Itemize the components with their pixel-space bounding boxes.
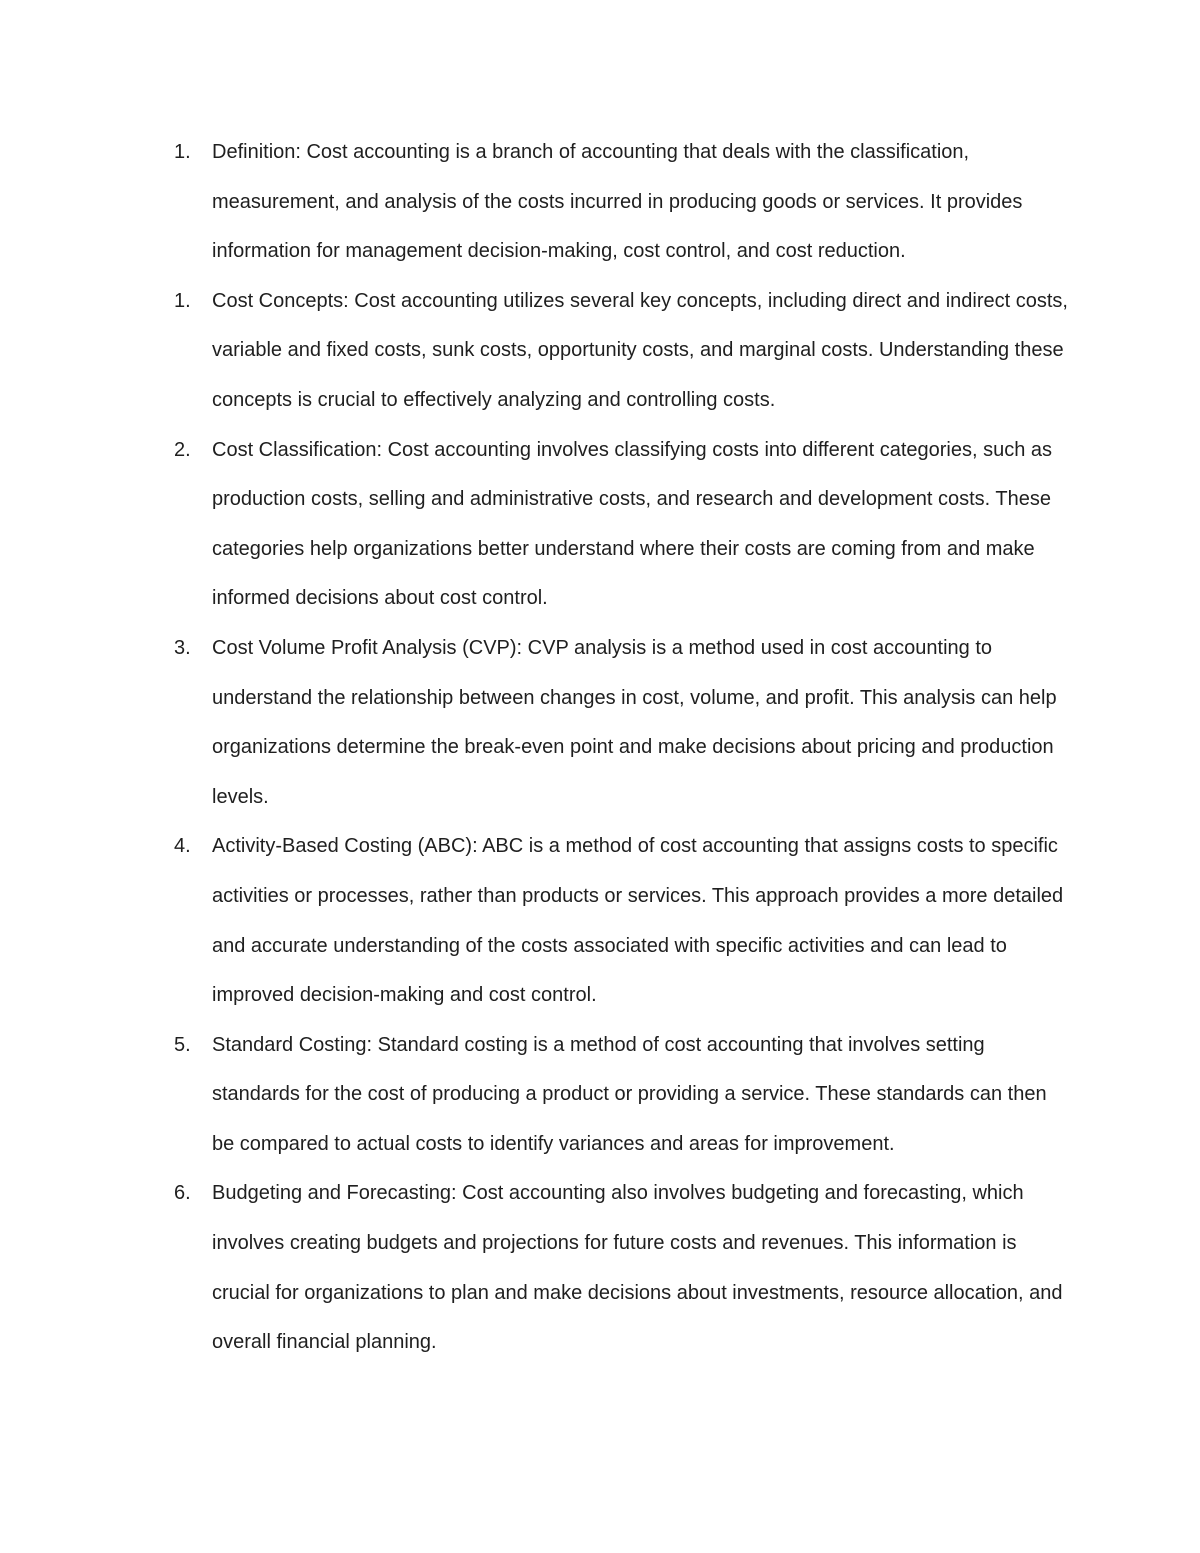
numbered-list (174, 128, 1074, 1368)
list-item-number: 3. (174, 636, 191, 659)
list-item-text: Activity-Based Costing (ABC): ABC is a method of cost accounting that assigns costs to specific activities or processes, rather than products or services. This approach provides a more detailed and accurate understanding of the costs associated with specific activities and can lead to improved decision-making and cost control. (212, 835, 1064, 1007)
list-item-text: Cost Classification: Cost accounting involves classifying costs into different categories, such as production costs, selling and administrative costs, and research and development costs. These categories help organizations better understand where their costs are coming from and make informed decisions about cost control. (212, 438, 1053, 610)
list-item (174, 128, 1074, 277)
list-item-number: 1. (174, 289, 191, 312)
list-item-text: Definition: Cost accounting is a branch of accounting that deals with the classification, measurement, and analysis of the costs incurred in producing goods or services. It provides information for management decision-making, cost control, and cost reduction. (212, 141, 1023, 263)
list-item (174, 1169, 1074, 1367)
list-item-number: 6. (174, 1182, 191, 1205)
list-item (174, 822, 1074, 1020)
list-item-text: Standard Costing: Standard costing is a method of cost accounting that involves setting standards for the cost of producing a product or providing a service. These standards can then be compared to actual costs to identify variances and areas for improvement. (212, 1033, 1047, 1155)
list-item-text: Budgeting and Forecasting: Cost accounting also involves budgeting and forecasting, which involves creating budgets and projections for future costs and revenues. This information is crucial for organizations to plan and make decisions about investments, resource allocation, and overall financial planning. (212, 1182, 1063, 1354)
list-item-number: 4. (174, 835, 191, 858)
list-item-number: 5. (174, 1033, 191, 1056)
list-item (174, 426, 1074, 624)
list-item (174, 624, 1074, 822)
list-item-number: 1. (174, 141, 191, 163)
list-item-text: Cost Concepts: Cost accounting utilizes several key concepts, including direct and indirect costs, variable and fixed costs, sunk costs, opportunity costs, and marginal costs. Understanding these concepts is crucial to effectively analyzing and controlling costs. (212, 289, 1068, 411)
list-item (174, 1021, 1074, 1170)
list-item-text: Cost Volume Profit Analysis (CVP): CVP analysis is a method used in cost accounting to understand the relationship between changes in cost, volume, and profit. This analysis can help organizations determine the break-even point and make decisions about pricing and production levels. (212, 636, 1057, 808)
list-item-number: 2. (174, 438, 191, 461)
list-item (174, 277, 1074, 426)
